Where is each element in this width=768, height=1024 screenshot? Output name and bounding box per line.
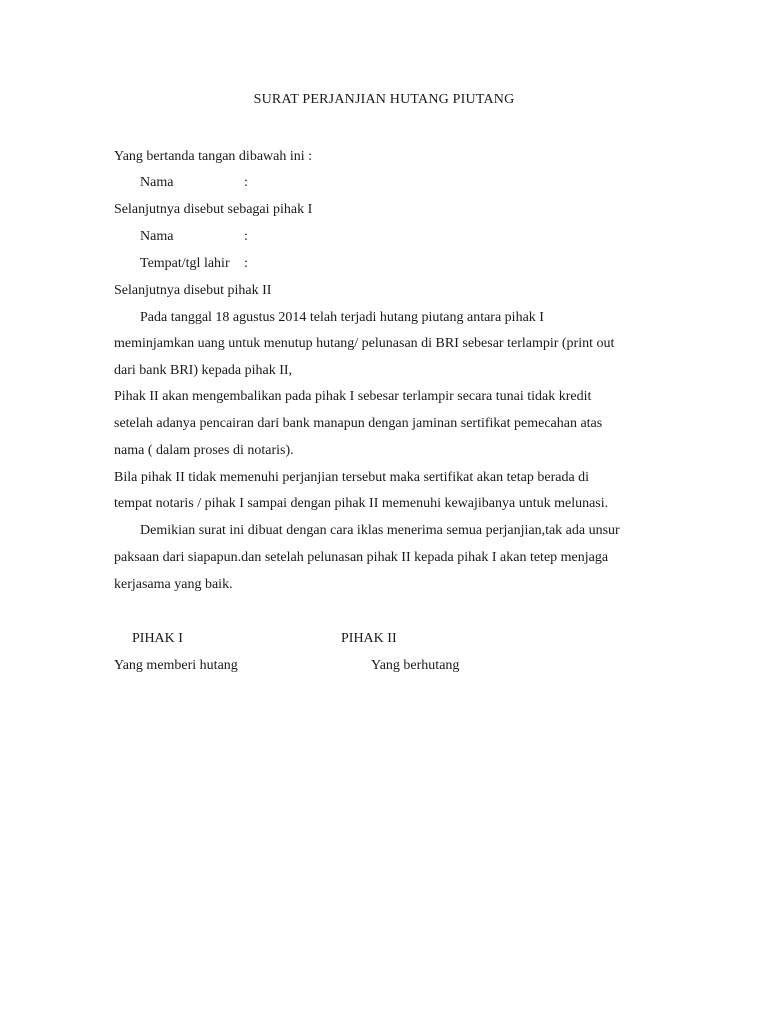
paragraph2-line: nama ( dalam proses di notaris). (114, 443, 294, 458)
pihak2-name-colon: : (244, 229, 248, 244)
paragraph4-line: Demikian surat ini dibuat dengan cara iklas menerima semua perjanjian,tak ada unsur (140, 523, 620, 538)
signature-right-party: PIHAK II (341, 631, 397, 646)
pihak2-birth-colon: : (244, 256, 248, 271)
paragraph4-line: kerjasama yang baik. (114, 577, 233, 592)
pihak2-caption: Selanjutnya disebut pihak II (114, 283, 272, 298)
paragraph2-line: setelah adanya pencairan dari bank manapun dengan jaminan sertifikat pemecahan atas (114, 416, 603, 431)
pihak1-name-colon: : (244, 175, 248, 190)
paragraph3-line: Bila pihak II tidak memenuhi perjanjian tersebut maka sertifikat akan tetap berada di (114, 470, 590, 485)
paragraph1-line: dari bank BRI) kepada pihak II, (114, 363, 293, 378)
intro-text: Yang bertanda tangan dibawah ini : (114, 149, 313, 164)
document-title: SURAT PERJANJIAN HUTANG PIUTANG (253, 92, 515, 107)
pihak2-birth-label: Tempat/tgl lahir (140, 256, 230, 271)
signature-right-role: Yang berhutang (371, 658, 460, 673)
signature-left-party: PIHAK I (132, 631, 183, 646)
pihak1-name-label: Nama (140, 175, 174, 190)
paragraph2-line: Pihak II akan mengembalikan pada pihak I sebesar terlampir secara tunai tidak kredit (114, 389, 592, 404)
paragraph1-line: Pada tanggal 18 agustus 2014 telah terjadi hutang piutang antara pihak I (140, 310, 544, 325)
paragraph3-line: tempat notaris / pihak I sampai dengan pihak II memenuhi kewajibanya untuk melunasi. (114, 496, 609, 511)
pihak2-name-label: Nama (140, 229, 174, 244)
pihak1-caption: Selanjutnya disebut sebagai pihak I (114, 202, 313, 217)
paragraph4-line: paksaan dari siapapun.dan setelah pelunasan pihak II kepada pihak I akan tetep menjaga (114, 550, 609, 565)
signature-left-role: Yang memberi hutang (114, 658, 238, 673)
paragraph1-line: meminjamkan uang untuk menutup hutang/ pelunasan di BRI sebesar terlampir (print out (114, 336, 615, 351)
